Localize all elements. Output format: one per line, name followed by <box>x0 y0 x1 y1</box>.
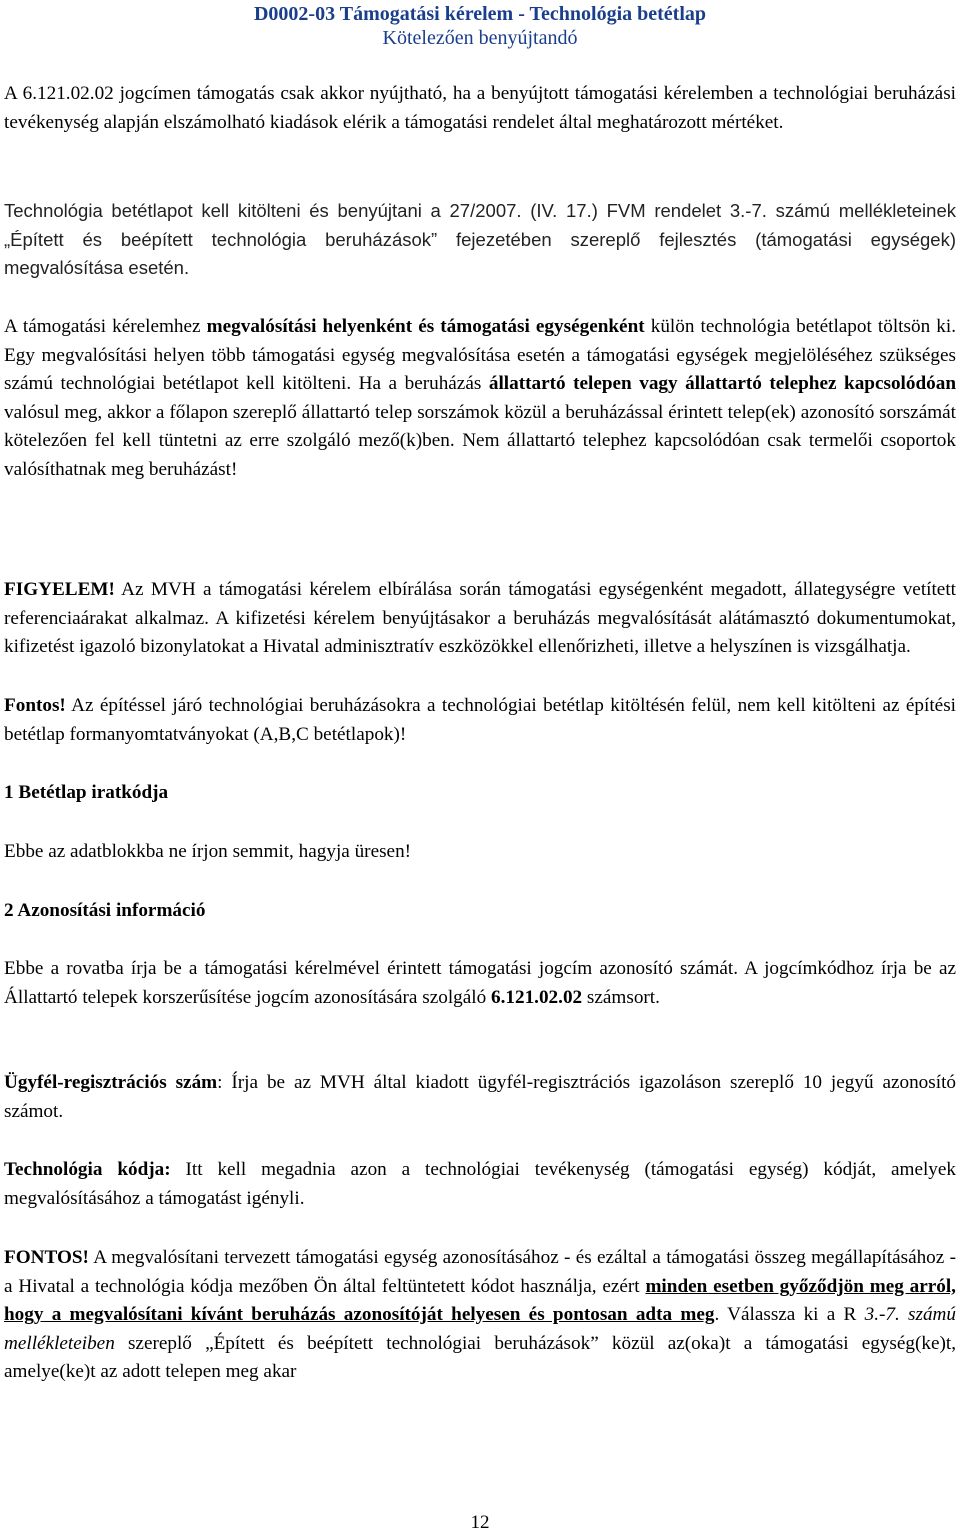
warning-text: Az MVH a támogatási kérelem elbírálása során támogatási egységenként megadott, állategységre vetített referenciaárakat alkalmaz. A kifizetési kérelem benyújtásakor a beruházás megvalósítását alátámasztó dokumentumokat, kifizetést igazoló bizonylatokat a Hivatal adminisztratív eszközökkel ellenőrizheti, illetve a helyszínen is vizsgálhatja. <box>4 579 956 657</box>
warning-label: FIGYELEM! <box>4 579 115 600</box>
section-2-text-end: számsort. <box>582 986 660 1008</box>
client-registration-label: Ügyfél-regisztrációs szám <box>4 1072 218 1093</box>
fontos-caps-underlined: minden esetben győződjön meg arról, hogy a megvalósítani kívánt beruházás azonosítóját helyesen és pontosan adta meg <box>4 1275 956 1325</box>
client-registration-paragraph <box>4 1069 956 1126</box>
page-number: 12 <box>470 1512 490 1533</box>
location-text-3: valósul meg, akkor a főlapon szereplő állattartó telep sorszámok közül a beruházással érintett telep(ek) azonosító sorszámát kötelezően fel kell tüntetni az erre szolgáló mező(k)ben. Nem állattartó telephez kapcsolódóan csak termelői csoportok valósíthatnak meg beruházást! <box>4 401 956 480</box>
client-registration-text: : Írja be az MVH által kiadott ügyfél-regisztrációs igazoláson szereplő 10 jegyű azonosító számot. <box>4 1072 957 1122</box>
program-code: 6.121.02.02 <box>490 986 583 1008</box>
location-paragraph <box>4 313 956 484</box>
technology-code-label: Technológia kódja: <box>4 1159 171 1180</box>
fontos-caps-text-2: . Válassza ki a R <box>714 1304 865 1325</box>
fontos-caps-text-1: A megvalósítani tervezett támogatási egység azonosításához - és ezáltal a támogatási összeg megállapításához - a Hivatal a technológia kódja mezőben Ön által feltüntetett kódot használja, ezért <box>4 1247 956 1297</box>
important-text: Az építéssel járó technológiai beruházásokra a technológiai betétlap kitöltésén felül, nem kell kitölteni az építési betétlap formanyomtatványokat (A,B,C betétlapok)! <box>4 695 956 745</box>
section-1-heading: 1 Betétlap iratkódja <box>4 782 169 803</box>
fontos-caps-label: FONTOS! <box>4 1247 89 1268</box>
document-title: D0002-03 Támogatási kérelem - Technológia betétlap <box>253 3 707 25</box>
technology-note-paragraph: Technológia betétlapot kell kitölteni és benyújtani a 27/2007. (IV. 17.) FVM rendelet 3.-7. számú mellékleteinek „Épített és beépített technológia beruházások” fejezetében szereplő fejlesztés (támogatási egységek) megvalósítása esetén. <box>4 200 956 278</box>
location-text-2: külön technológia betétlapot töltsön ki. Egy megvalósítási helyen több támogatási egység megvalósítása esetén a támogatási egységek megjelöléséhez szükséges számú technológiai betétlapot kell kitölteni. Ha a beruházás <box>4 316 956 394</box>
fontos-caps-italic: 3.-7. számú mellékleteiben <box>4 1304 956 1354</box>
section-2-paragraph <box>4 955 956 1012</box>
important-label: Fontos! <box>4 695 66 716</box>
section-2-heading: 2 Azonosítási információ <box>4 900 206 921</box>
page-header <box>0 0 960 50</box>
intro-paragraph: A 6.121.02.02 jogcímen támogatás csak akkor nyújtható, ha a benyújtott támogatási kérelemben a technológiai beruházási tevékenység alapján elszámolható kiadások elérik a támogatási rendelet által meghatározott mértéket. <box>4 83 956 133</box>
technology-code-paragraph <box>4 1156 956 1213</box>
document-subtitle: Kötelezően benyújtandó <box>382 27 578 49</box>
section-1-text: Ebbe az adatblokkba ne írjon semmit, hagyja üresen! <box>4 841 412 862</box>
location-emphasis-2: állattartó telepen vagy állattartó telephez kapcsolódóan <box>488 373 956 394</box>
location-emphasis-1: megvalósítási helyenként és támogatási egységenként <box>206 316 645 337</box>
location-text-1: A támogatási kérelemhez <box>4 316 207 337</box>
warning-paragraph <box>4 576 956 662</box>
technology-code-text: Itt kell megadnia azon a technológiai tevékenység (támogatási egység) kódját, amelyek megvalósításához a támogatást igényli. <box>4 1159 956 1209</box>
fontos-caps-paragraph <box>4 1244 956 1387</box>
fontos-caps-text-3: szereplő „Épített és beépített technológiai beruházások” közül az(oka)t a támogatási egység(ke)t, amelye(ke)t az adott telepen meg akar <box>4 1332 956 1382</box>
important-paragraph <box>4 692 956 749</box>
section-2-text: Ebbe a rovatba írja be a támogatási kérelmével érintett támogatási jogcím azonosító számát. A jogcímkódhoz írja be az Állattartó telepek korszerűsítése jogcím azonosítására szolgáló <box>4 958 956 1008</box>
